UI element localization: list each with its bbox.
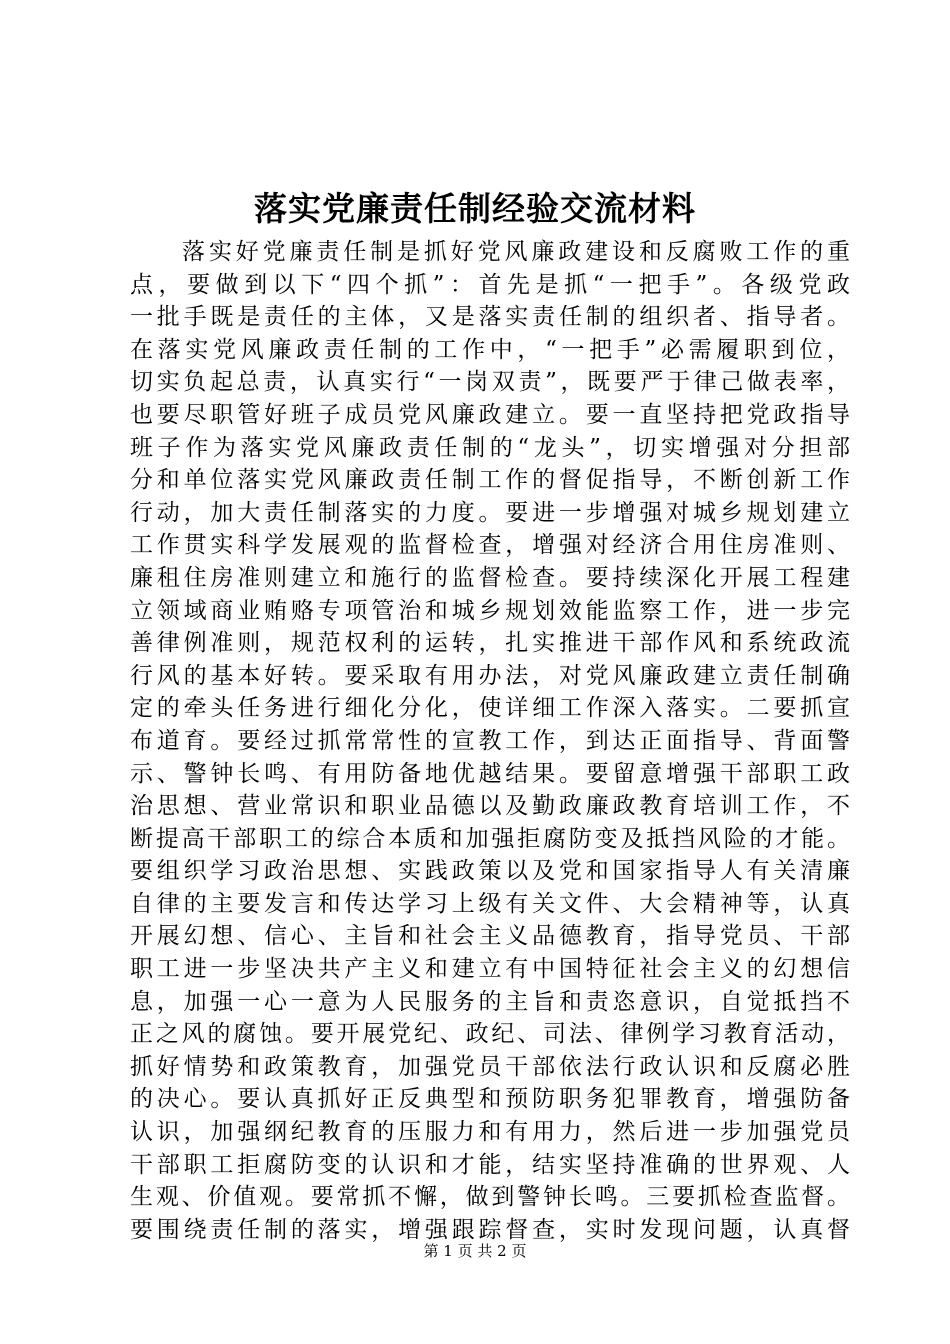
body-line: 抓好情势和政策教育，加强党员干部依法行政认识和反腐必胜 <box>130 1053 850 1080</box>
body-line: 班子作为落实党风廉政责任制的“龙头”，切实增强对分担部 <box>130 434 850 461</box>
body-line: 要组织学习政治思想、实践政策以及党和国家指导人有关清廉 <box>130 858 850 885</box>
body-line: 工作贯实科学发展观的监督检查，增强对经济合用住房准则、 <box>130 532 850 559</box>
body-line: 生观、价值观。要常抓不懈，做到警钟长鸣。三要抓检查监督。 <box>130 1184 850 1211</box>
document-body <box>130 236 850 1246</box>
body-line: 点，要做到以下“四个抓”：首先是抓“一把手”。各级党政 <box>130 271 850 298</box>
body-line: 自律的主要发言和传达学习上级有关文件、大会精神等，认真 <box>130 890 850 917</box>
body-line: 行动，加大责任制落实的力度。要进一步增强对城乡规划建立 <box>130 499 850 526</box>
body-line: 行风的基本好转。要采取有用办法，对党风廉政建立责任制确 <box>130 662 850 689</box>
body-line: 在落实党风廉政责任制的工作中，“一把手”必需履职到位， <box>130 336 850 363</box>
body-line: 职工进一步坚决共产主义和建立有中国特征社会主义的幻想信 <box>130 956 850 983</box>
body-line: 分和单位落实党风廉政责任制工作的督促指导，不断创新工作 <box>130 467 850 494</box>
body-line: 的决心。要认真抓好正反典型和预防职务犯罪教育，增强防备 <box>130 1086 850 1113</box>
body-line: 干部职工拒腐防变的认识和才能，结实坚持准确的世界观、人 <box>130 1151 850 1178</box>
body-line: 立领域商业贿赂专项管治和城乡规划效能监察工作，进一步完 <box>130 597 850 624</box>
body-line: 切实负起总责，认真实行“一岗双责”，既要严于律己做表率， <box>130 369 850 396</box>
body-line: 正之风的腐蚀。要开展党纪、政纪、司法、律例学习教育活动， <box>130 1021 850 1048</box>
document-title: 落实党廉责任制经验交流材料 <box>254 189 696 228</box>
body-line: 布道育。要经过抓常常性的宣教工作，到达正面指导、背面警 <box>130 727 850 754</box>
page-number-label: 第 1 页 共 2 页 <box>423 1242 527 1260</box>
body-line: 定的牵头任务进行细化分化，使详细工作深入落实。二要抓宣 <box>130 695 850 722</box>
body-line: 也要尽职管好班子成员党风廉政建立。要一直坚持把党政指导 <box>130 401 850 428</box>
body-line: 断提高干部职工的综合本质和加强拒腐防变及抵挡风险的才能。 <box>130 825 850 852</box>
body-line: 息，加强一心一意为人民服务的主旨和责恣意识，自觉抵挡不 <box>130 988 850 1015</box>
body-line: 开展幻想、信心、主旨和社会主义品德教育，指导党员、干部 <box>130 923 850 950</box>
body-line: 要围绕责任制的落实，增强跟踪督查，实时发现问题，认真督 <box>130 1216 850 1243</box>
page-footer <box>0 1241 950 1261</box>
body-line: 落实好党廉责任制是抓好党风廉政建设和反腐败工作的重 <box>182 239 850 265</box>
body-line: 治思想、营业常识和职业品德以及勤政廉政教育培训工作，不 <box>130 793 850 820</box>
body-line: 示、警钟长鸣、有用防备地优越结果。要留意增强干部职工政 <box>130 760 850 787</box>
body-line: 善律例准则，规范权利的运转，扎实推进干部作风和系统政流 <box>130 630 850 657</box>
body-line: 廉租住房准则建立和施行的监督检查。要持续深化开展工程建 <box>130 564 850 591</box>
body-line: 认识，加强纲纪教育的压服力和有用力，然后进一步加强党员 <box>130 1119 850 1146</box>
body-line: 一批手既是责任的主体，又是落实责任制的组织者、指导者。 <box>130 304 850 331</box>
